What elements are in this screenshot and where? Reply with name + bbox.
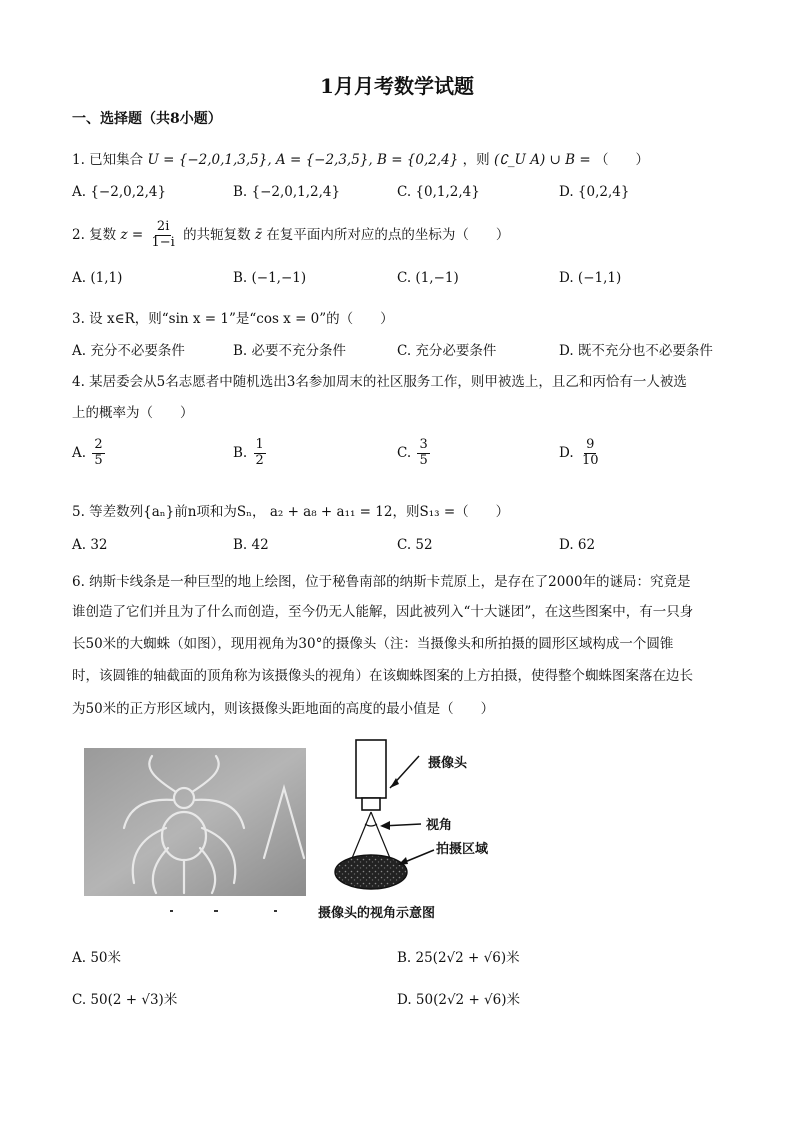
q1-stem-end: （ ） <box>594 152 649 168</box>
q5-option-c: C. 52 <box>397 537 433 553</box>
q4-option-a-fraction <box>92 438 104 469</box>
q4-c-num: 3 <box>419 437 428 452</box>
q2-zbar: z̄ <box>254 226 263 243</box>
question-4-line-2: 上的概率为（ ） <box>72 405 194 421</box>
q4-option-d <box>559 438 602 469</box>
q1-option-b: B. {−2,0,1,2,4} <box>233 184 341 200</box>
q1-stem-pre: 1. 已知集合 <box>72 152 144 168</box>
q4-option-c-fraction <box>417 438 429 469</box>
q6-option-b: B. 25(2√2 + √6)米 <box>397 950 520 966</box>
q4-d-den: 10 <box>581 452 599 468</box>
q6-option-d: D. 50(2√2 + √6)米 <box>397 992 521 1008</box>
photo-caption-marks <box>170 908 290 914</box>
q3-option-a: A. 充分不必要条件 <box>72 343 185 359</box>
q1-option-a: A. {−2,0,2,4} <box>72 184 167 200</box>
q2-z-eq: z = <box>120 226 144 243</box>
q4-option-b-label: B. <box>233 444 248 461</box>
q1-option-d: D. {0,2,4} <box>559 184 630 200</box>
q2-stem-post: 的共轭复数 <box>183 226 251 243</box>
q2-frac-den: 1−i <box>151 234 175 250</box>
angle-label: 视角 <box>426 818 453 833</box>
diagram-caption: 摄像头的视角示意图 <box>318 906 436 921</box>
q4-a-den: 5 <box>94 452 103 468</box>
q4-option-b-fraction <box>254 438 266 469</box>
camera-diagram-graphic <box>326 738 516 920</box>
q2-option-c: C. (1,−1) <box>397 270 459 286</box>
question-6-line-1: 6. 纳斯卡线条是一种巨型的地上绘图，位于秘鲁南部的纳斯卡荒原上，是存在了2000年的谜局：究竟是 <box>72 574 691 590</box>
q2-fraction <box>149 220 176 251</box>
question-5-stem: 5. 等差数列{aₙ}前n项和为Sₙ， a₂ + a₈ + a₁₁ = 12，则S₁₃ =（ ） <box>72 504 510 520</box>
camera-body <box>356 740 386 798</box>
q6-option-c: C. 50(2 + √3)米 <box>72 992 178 1008</box>
q4-b-den: 2 <box>255 452 264 468</box>
question-4-line-1: 4. 某居委会从5名志愿者中随机选出3名参加周末的社区服务工作，则甲被选上，且乙和丙恰有一人被选 <box>72 374 687 390</box>
q2-stem-end: 在复平面内所对应的点的坐标为（ ） <box>266 226 510 243</box>
shooting-area-ellipse <box>335 855 407 889</box>
q4-option-a <box>72 438 107 469</box>
q2-option-a: A. (1,1) <box>72 270 123 286</box>
q1-stem-post: ，则 <box>462 152 490 168</box>
q4-a-num: 2 <box>94 437 103 452</box>
q5-option-a: A. 32 <box>72 537 108 553</box>
section-heading: 一、选择题（共8小题） <box>72 111 222 127</box>
q4-option-c-label: C. <box>397 444 412 461</box>
question-6-line-3: 长50米的大蜘蛛（如图），现用视角为30°的摄像头（注：当摄像头和所拍摄的圆形区域构成一个圆锥 <box>72 636 674 652</box>
q4-option-d-fraction <box>580 438 601 469</box>
q5-option-b: B. 42 <box>233 537 269 553</box>
question-6-line-5: 为50米的正方形区域内，则该摄像头距地面的高度的最小值是（ ） <box>72 701 495 717</box>
question-6-line-2: 谁创造了它们并且为了什么而创造，至今仍无人能解，因此被列入“十大谜团”，在这些图案中，有一只身 <box>72 604 694 620</box>
q6-option-a: A. 50米 <box>72 950 122 966</box>
area-label: 拍摄区域 <box>436 842 489 857</box>
question-3-stem: 3. 设 x∈R，则“sin x = 1”是“cos x = 0”的（ ） <box>72 311 394 327</box>
q3-option-c: C. 充分必要条件 <box>397 343 497 359</box>
q4-b-num: 1 <box>255 437 264 452</box>
q3-option-d: D. 既不充分也不必要条件 <box>559 343 713 359</box>
q4-option-b <box>233 438 268 469</box>
nazca-spider-photo <box>84 748 306 896</box>
q1-expression: (∁_U A) ∪ B = <box>493 152 591 168</box>
q1-sets: U = {−2,0,1,3,5}, A = {−2,3,5}, B = {0,2,4} <box>147 152 459 168</box>
question-6-line-4: 时，该圆锥的轴截面的顶角称为该摄像头的视角）在该蜘蛛图案的上方拍摄，使得整个蜘蛛图案落在边长 <box>72 668 693 684</box>
q2-option-b: B. (−1,−1) <box>233 270 307 286</box>
question-2-stem <box>72 220 509 251</box>
q1-option-c: C. {0,1,2,4} <box>397 184 480 200</box>
q2-option-d: D. (−1,1) <box>559 270 622 286</box>
q4-option-c <box>397 438 432 469</box>
q2-stem-pre: 2. 复数 <box>72 226 117 243</box>
page-title: 1月月考数学试题 <box>320 74 474 98</box>
camera-angle-diagram <box>318 738 516 921</box>
q4-option-a-label: A. <box>72 444 87 461</box>
q2-frac-num: 2i <box>156 219 170 234</box>
camera-label: 摄像头 <box>428 756 468 771</box>
q4-c-den: 5 <box>419 452 428 468</box>
question-1-stem <box>72 148 649 168</box>
q5-option-d: D. 62 <box>559 537 596 553</box>
q4-option-d-label: D. <box>559 444 574 461</box>
q4-d-num: 9 <box>586 437 595 452</box>
camera-lens <box>362 798 380 810</box>
q3-option-b: B. 必要不充分条件 <box>233 343 347 359</box>
